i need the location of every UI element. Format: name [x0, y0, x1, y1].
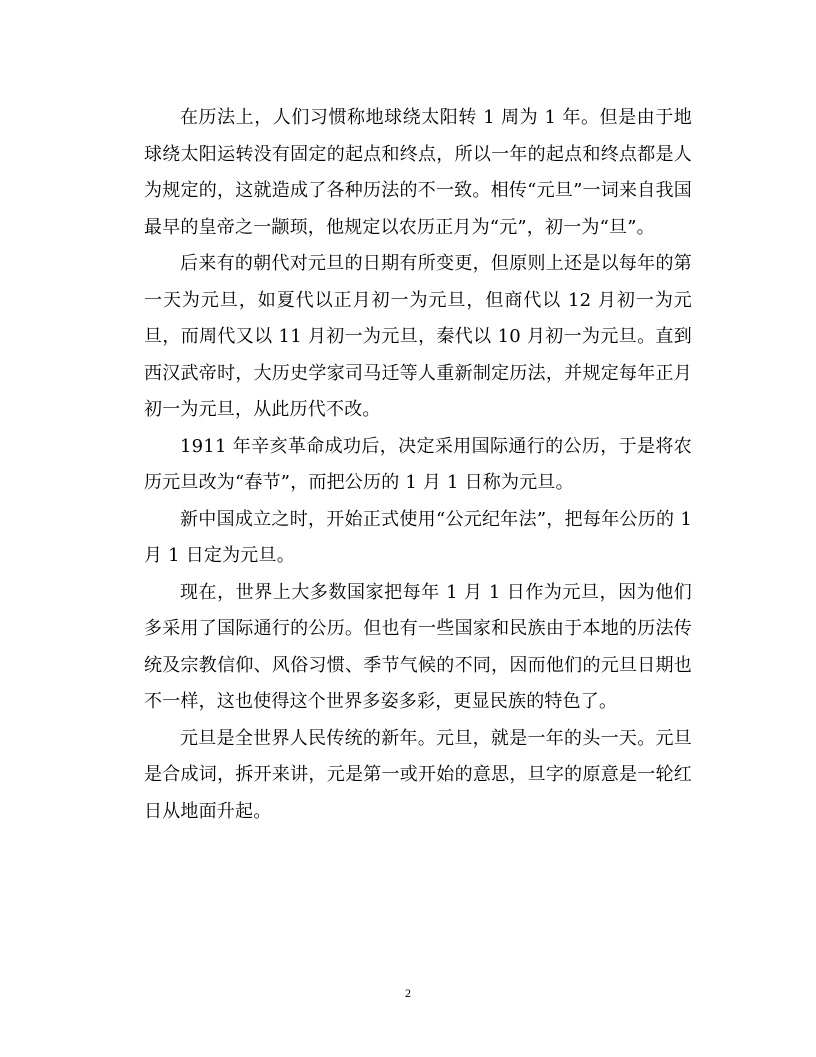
paragraph: 现在，世界上大多数国家把每年 1 月 1 日作为元旦，因为他们多采用了国际通行的公历。但也有一些国家和民族由于本地的历法传统及宗教信仰、风俗习惯、季节气候的不同，因而他们的元旦日期也不一样，这也使得这个世界多姿多彩，更显民族的特色了。: [144, 581, 692, 712]
paragraph: 后来有的朝代对元旦的日期有所变更，但原则上还是以每年的第一天为元旦，如夏代以正月初一为元旦，但商代以 12 月初一为元旦，而周代又以 11 月初一为元旦，秦代以 10 月初一为元旦。直到西汉武帝时，大历史学家司马迁等人重新制定历法，并规定每年正月初一为元旦，从此历代不改。: [144, 253, 692, 420]
paragraph: 新中国成立之时，开始正式使用“公元纪年法”，把每年公历的 1 月 1 日定为元旦。: [144, 508, 692, 566]
paragraph: 1911 年辛亥革命成功后，决定采用国际通行的公历，于是将农历元旦改为“春节”，而把公历的 1 月 1 日称为元旦。: [144, 435, 692, 493]
paragraph: 在历法上，人们习惯称地球绕太阳转 1 周为 1 年。但是由于地球绕太阳运转没有固定的起点和终点，所以一年的起点和终点都是人为规定的，这就造成了各种历法的不一致。相传“元旦”一词来自我国最早的皇帝之一颛顼，他规定以农历正月为“元”，初一为“旦”。: [144, 107, 692, 238]
page-number: 2: [405, 986, 411, 1000]
paragraph: 元旦是全世界人民传统的新年。元旦，就是一年的头一天。元旦是合成词，拆开来讲，元是第一或开始的意思，旦字的原意是一轮红日从地面升起。: [144, 727, 692, 822]
document-body: [144, 100, 692, 830]
